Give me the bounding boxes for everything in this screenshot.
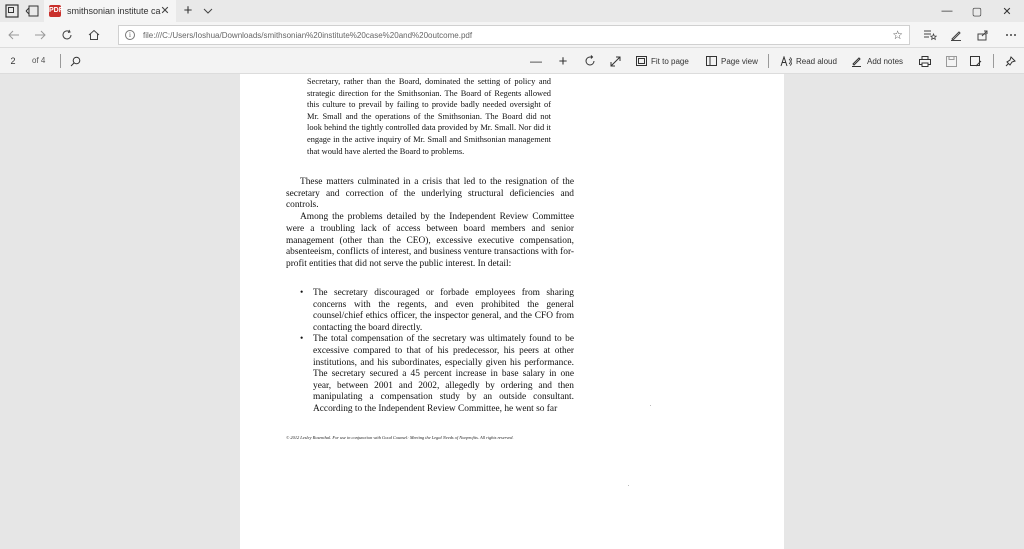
home-icon[interactable] bbox=[84, 26, 104, 44]
new-tab-button[interactable]: + bbox=[183, 2, 193, 19]
pdf-toolbar bbox=[0, 48, 1024, 74]
title-bar bbox=[0, 0, 1024, 22]
pin-toolbar-icon[interactable] bbox=[1002, 52, 1018, 70]
list-item: • The secretary discouraged or forbade employees from sharing concerns with the regents, and even prohibited the general counsel/chief ethics officer, the inspector general, and the CFO from contacting the board directly. bbox=[300, 288, 574, 334]
pen-icon bbox=[851, 56, 863, 67]
info-icon[interactable]: i bbox=[125, 30, 135, 40]
rotate-icon[interactable] bbox=[582, 52, 598, 70]
forward-arrow-icon[interactable] bbox=[30, 26, 50, 44]
address-bar bbox=[0, 22, 1024, 48]
search-icon[interactable] bbox=[68, 52, 82, 70]
add-notes-label: Add notes bbox=[867, 56, 904, 66]
read-aloud-label: Read aloud bbox=[796, 56, 837, 66]
pdf-favicon-icon: PDF bbox=[49, 5, 61, 17]
add-notes-button[interactable] bbox=[851, 52, 903, 70]
page-view-icon bbox=[706, 56, 717, 66]
tab-title: smithsonian institute ca bbox=[67, 6, 161, 16]
page-number-input[interactable]: 2 bbox=[10, 56, 16, 66]
back-arrow-icon[interactable] bbox=[4, 26, 24, 44]
url-input[interactable] bbox=[118, 25, 910, 45]
refresh-icon[interactable] bbox=[57, 26, 77, 44]
fit-to-page-button[interactable] bbox=[636, 52, 689, 70]
page-view-label: Page view bbox=[721, 56, 758, 66]
save-as-icon[interactable] bbox=[968, 52, 984, 70]
pdf-page bbox=[240, 74, 784, 549]
tab-close-icon[interactable]: ✕ bbox=[160, 5, 170, 17]
save-icon[interactable] bbox=[943, 52, 959, 70]
paragraph: These matters culminated in a crisis that led to the resignation of the secretary and correction of the underlying structural deficiencies and controls. bbox=[286, 177, 574, 211]
set-tabs-aside-icon[interactable] bbox=[23, 2, 41, 20]
page-speck bbox=[650, 405, 651, 406]
block-quote: Secretary, rather than the Board, dominated the setting of policy and strategic direction for the Smithsonian. The Board of Regents allowed this culture to prevail by failing to provide badly needed oversight of Mr. Small and the operations of the Smithsonian. The Board did not look behind the tightly controlled data provided by Mr. Small. Nor did it engage in the active inquiry of Mr. Small and Smithsonian management that would have alerted the Board to problems. bbox=[307, 77, 551, 156]
favorites-hub-icon[interactable] bbox=[921, 26, 939, 44]
body-text bbox=[286, 177, 574, 271]
tab-list-chevron-icon[interactable] bbox=[200, 2, 216, 20]
toolbar-divider bbox=[768, 54, 769, 68]
web-note-pen-icon[interactable] bbox=[947, 26, 965, 44]
full-screen-icon[interactable] bbox=[607, 52, 623, 70]
list-item: • The total compensation of the secretary was ultimately found to be excessive compared to that of his predecessor, his peers at other institutions, and his subordinates, especially given his performance. The secretary secured a 45 percent increase in base salary in one year, between 2001 and 2002, allegedly by ordering and then manipulating a compensation study by an outside consultant. According to the Independent Review Committee, he went so far bbox=[300, 334, 574, 415]
maximize-button[interactable]: ▢ bbox=[971, 5, 983, 18]
browser-tab[interactable] bbox=[44, 0, 176, 22]
paragraph: Among the problems detailed by the Independent Review Committee were a troubling lack of access between board members and senior management (other than the CEO), excessive executive compensation, absenteeism, conflicts of interest, and business venture transactions with for-profit entities that did not serve the public interest. In detail: bbox=[286, 212, 575, 269]
fit-to-page-icon bbox=[636, 56, 647, 66]
copyright-footnote: © 2012 Lesley Rosenthal. For use in conjunction with Good Counsel: Meeting the Legal Needs of Nonprofits. All rights reserved. bbox=[286, 435, 514, 440]
zoom-in-button[interactable]: + bbox=[558, 52, 568, 70]
share-icon[interactable] bbox=[974, 26, 992, 44]
toolbar-divider bbox=[60, 54, 61, 68]
bullet-list bbox=[300, 288, 574, 416]
minimize-button[interactable]: — bbox=[941, 5, 953, 17]
close-window-button[interactable]: ✕ bbox=[1002, 5, 1012, 18]
read-aloud-button[interactable] bbox=[780, 52, 837, 70]
more-menu-icon[interactable] bbox=[1002, 26, 1020, 44]
url-text: file:///C:/Users/Ioshua/Downloads/smithsonian%20institute%20case%20and%20outcome.pdf bbox=[143, 30, 473, 40]
print-icon[interactable] bbox=[917, 52, 933, 70]
page-count-label: of 4 bbox=[32, 56, 46, 65]
pdf-viewer[interactable] bbox=[0, 74, 1024, 549]
page-speck bbox=[628, 485, 629, 486]
favorite-star-icon[interactable]: ☆ bbox=[892, 28, 903, 42]
zoom-out-button[interactable]: — bbox=[530, 54, 542, 68]
tab-actions-icon[interactable] bbox=[3, 2, 21, 20]
toolbar-divider bbox=[993, 54, 994, 68]
read-aloud-icon bbox=[780, 56, 792, 67]
page-view-button[interactable] bbox=[706, 52, 758, 70]
fit-to-page-label: Fit to page bbox=[651, 56, 689, 66]
